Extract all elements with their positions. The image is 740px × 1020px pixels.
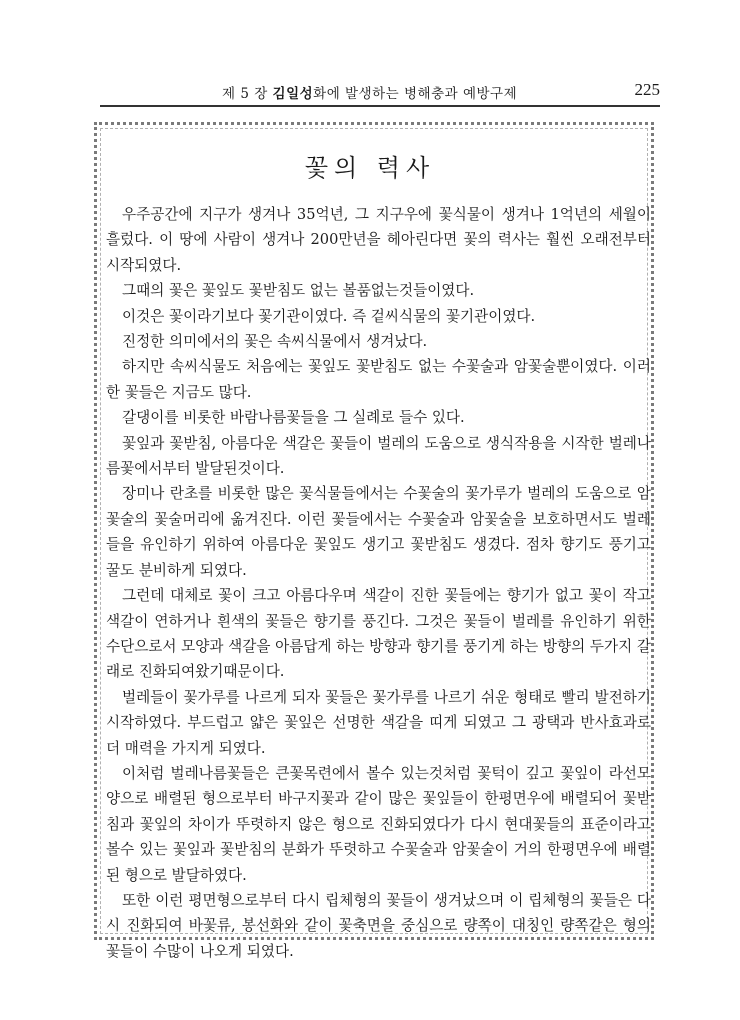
- page-header: [100, 80, 660, 106]
- paragraph: 갈댕이를 비롯한 바람나름꽃들을 그 실례로 들수 있다.: [122, 409, 465, 427]
- paragraph: 진정한 의미에서의 꽃은 속씨식물에서 생겨났다.: [122, 333, 428, 351]
- chapter-suffix: 화에 발생하는 병해충과 예방구제: [313, 86, 518, 102]
- paragraph: 하지만 속씨식물도 처음에는 꽃잎도 꽃받침도 없는 수꽃술과 암꽃술뿐이였다. 이러한 꽃들은 지금도 많다.: [106, 358, 651, 401]
- paragraph: 그런데 대체로 꽃이 크고 아름다우며 색갈이 진한 꽃들에는 향기가 없고 꽃이 작고 색갈이 연하거나 흰색의 꽃들은 향기를 풍긴다. 그것은 꽃들이 벌레를 유인하기 위한 수단으로서 모양과 색갈을 아름답게 하는 방향과 향기를 풍기게 하는 방향의 두가지 갈래로 진화되여왔기때문이다.: [106, 587, 651, 681]
- chapter-heading: [222, 82, 517, 102]
- paragraph: 이처럼 벌레나름꽃들은 큰꽃목련에서 볼수 있는것처럼 꽃턱이 깊고 꽃잎이 라선모양으로 배렬된 형으로부터 바구지꽃과 같이 많은 꽃잎들이 한평면우에 배렬되어 꽃받침과 꽃잎의 차이가 뚜렷하지 않은 형으로 진화되였다가 다시 현대꽃들의 표준이라고 볼수 있는 꽃잎과 꽃받침의 분화가 뚜렷하고 수꽃술과 암꽃술이 거의 한평면우에 배렬된 형으로 발달하였다.: [106, 764, 651, 884]
- paragraph: 이것은 꽃이라기보다 꽃기관이였다. 즉 겉씨식물의 꽃기관이였다.: [122, 307, 536, 325]
- paragraph: 벌레들이 꽃가루를 나르게 되자 꽃들은 꽃가루를 나르기 쉬운 형태로 빨리 발전하기 시작하였다. 부드럽고 얇은 꽃잎은 선명한 색갈을 띠게 되였고 그 광택과 반사효과로 더 매력을 가지게 되였다.: [106, 688, 651, 757]
- paragraph: 꽃잎과 꽃받침, 아름다운 색갈은 꽃들이 벌레의 도움으로 생식작용을 시작한 벌레나름꽃에서부터 발달된것이다.: [106, 434, 651, 478]
- page-number: 225: [634, 80, 660, 99]
- paragraph: 장미나 란초를 비롯한 많은 꽃식물들에서는 수꽃술의 꽃가루가 벌레의 도움으로 암꽃술의 꽃술머리에 옮겨진다. 이런 꽃들에서는 수꽃술과 암꽃술을 보호하면서도 벌레들을 유인하기 위하여 아름다운 꽃잎도 생기고 꽃받침도 생겼다. 점차 향기도 풍기고 꿀도 분비하게 되였다.: [106, 485, 651, 579]
- chapter-highlight: 김일성: [272, 86, 314, 102]
- paragraph: 또한 이런 평면형으로부터 다시 립체형의 꽃들이 생겨났으며 이 립체형의 꽃들은 다시 진화되여 바꽃류, 봉선화와 같이 꽃축면을 중심으로 량쪽이 대칭인 량쪽같은 형의 꽃들이 수많이 나오게 되였다.: [106, 891, 651, 960]
- paragraph: 그때의 꽃은 꽃잎도 꽃받침도 없는 볼품없는것들이였다.: [122, 282, 475, 300]
- chapter-prefix: 제 5 장: [222, 86, 273, 102]
- article-body: [106, 202, 651, 964]
- header-rule: [100, 105, 660, 107]
- paragraph: 우주공간에 지구가 생겨나 35억년, 그 지구우에 꽃식물이 생겨나 1억년의 세월이 흘렀다. 이 땅에 사람이 생겨나 200만년을 헤아린다면 꽃의 력사는 훨씬 오래전부터 시작되였다.: [106, 206, 651, 274]
- article-title: 꽃의 력사: [304, 154, 436, 182]
